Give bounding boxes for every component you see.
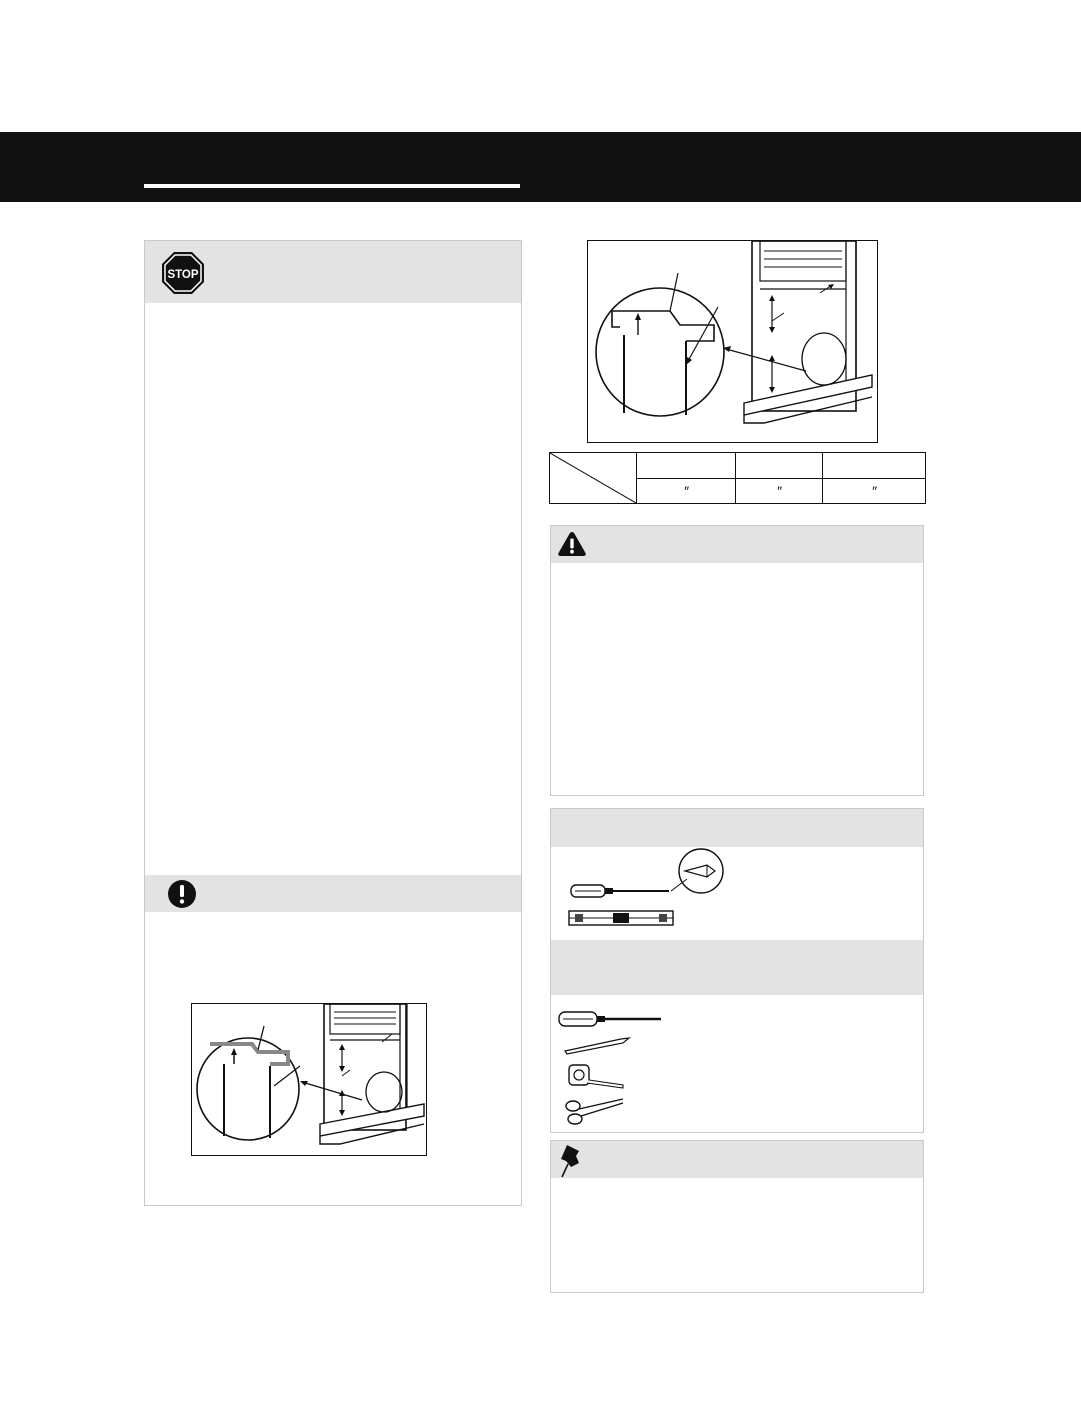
inch-mark: ″ [683, 482, 689, 499]
window-sill-figure-small [191, 1003, 427, 1156]
table-header-cell [736, 453, 823, 479]
inch-mark: ″ [871, 482, 877, 499]
warning-panel-header [551, 526, 923, 563]
stop-panel [144, 240, 522, 1206]
required-tools-header [551, 809, 923, 847]
phillips-screwdriver-icon [565, 847, 733, 899]
window-sill-figure-large [587, 240, 878, 443]
table-value-cell [823, 478, 926, 504]
tape-measure-icon [565, 1061, 629, 1091]
pencil-icon [561, 1035, 633, 1055]
note-panel-header [551, 1141, 923, 1178]
exclamation-icon [167, 879, 197, 909]
inch-mark: ″ [776, 482, 782, 499]
table-value-cell [736, 478, 823, 504]
table-header-cell [637, 453, 736, 479]
warning-panel [550, 525, 924, 796]
level-icon [565, 905, 677, 931]
pushpin-icon [557, 1143, 587, 1179]
dimension-table [549, 452, 926, 504]
warning-triangle-icon [555, 529, 589, 559]
optional-tools-header [551, 940, 923, 995]
table-corner-cell [550, 453, 637, 504]
header-underline [144, 184, 520, 188]
tools-panel [550, 808, 924, 1133]
table-header-cell [823, 453, 926, 479]
table-value-cell [637, 478, 736, 504]
header-band [0, 132, 1081, 202]
notice-header [145, 875, 521, 912]
scissors-icon [561, 1095, 629, 1127]
note-panel [550, 1140, 924, 1293]
svg-text:STOP: STOP [167, 269, 199, 281]
flat-screwdriver-icon [555, 1007, 667, 1031]
stop-sign-icon [161, 251, 205, 295]
